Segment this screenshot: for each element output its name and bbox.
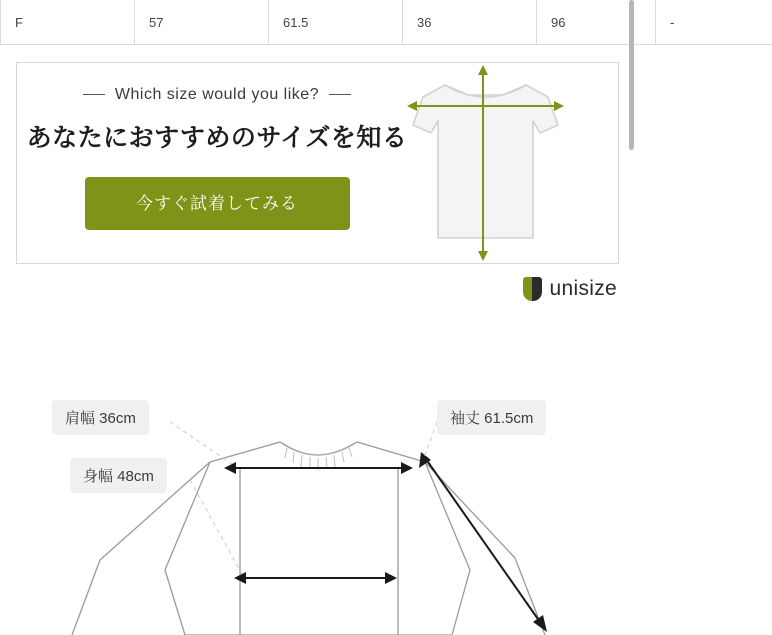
banner-subtitle-text: Which size would you like? <box>114 86 320 103</box>
cell-bust: 96 <box>537 0 656 45</box>
dash-right-decoration <box>329 94 351 95</box>
table-row <box>1 0 772 45</box>
tshirt-measurement-svg <box>383 63 618 263</box>
unisize-mark-right <box>532 277 542 301</box>
cell-size: F <box>1 0 135 45</box>
banner-text-area <box>17 63 417 263</box>
page-scrollbar[interactable] <box>629 0 634 150</box>
unisize-label: unisize <box>549 277 617 300</box>
unisize-logo <box>523 277 617 301</box>
cell-shoulder: 36 <box>403 0 537 45</box>
size-table <box>0 0 772 45</box>
callout-shoulder-width: 肩幅 36cm <box>52 400 149 435</box>
unisize-mark-left <box>523 277 533 301</box>
callout-sleeve-length: 袖丈 61.5cm <box>437 400 546 435</box>
try-on-now-button[interactable]: 今すぐ試着してみる <box>85 177 350 230</box>
cell-length: 57 <box>135 0 269 45</box>
callout-body-width: 身幅 48cm <box>70 458 167 493</box>
cell-extra: - <box>656 0 772 45</box>
banner-title: あなたにおすすめのサイズを知る <box>26 124 408 152</box>
size-recommendation-banner[interactable] <box>16 62 619 264</box>
dash-left-decoration <box>83 94 105 95</box>
tshirt-measurement-icon <box>383 63 618 263</box>
banner-subtitle <box>17 86 417 104</box>
unisize-mark-icon <box>523 277 542 301</box>
size-table-body <box>1 0 772 45</box>
garment-measurement-diagram <box>0 350 635 635</box>
cell-sleeve: 61.5 <box>269 0 403 45</box>
